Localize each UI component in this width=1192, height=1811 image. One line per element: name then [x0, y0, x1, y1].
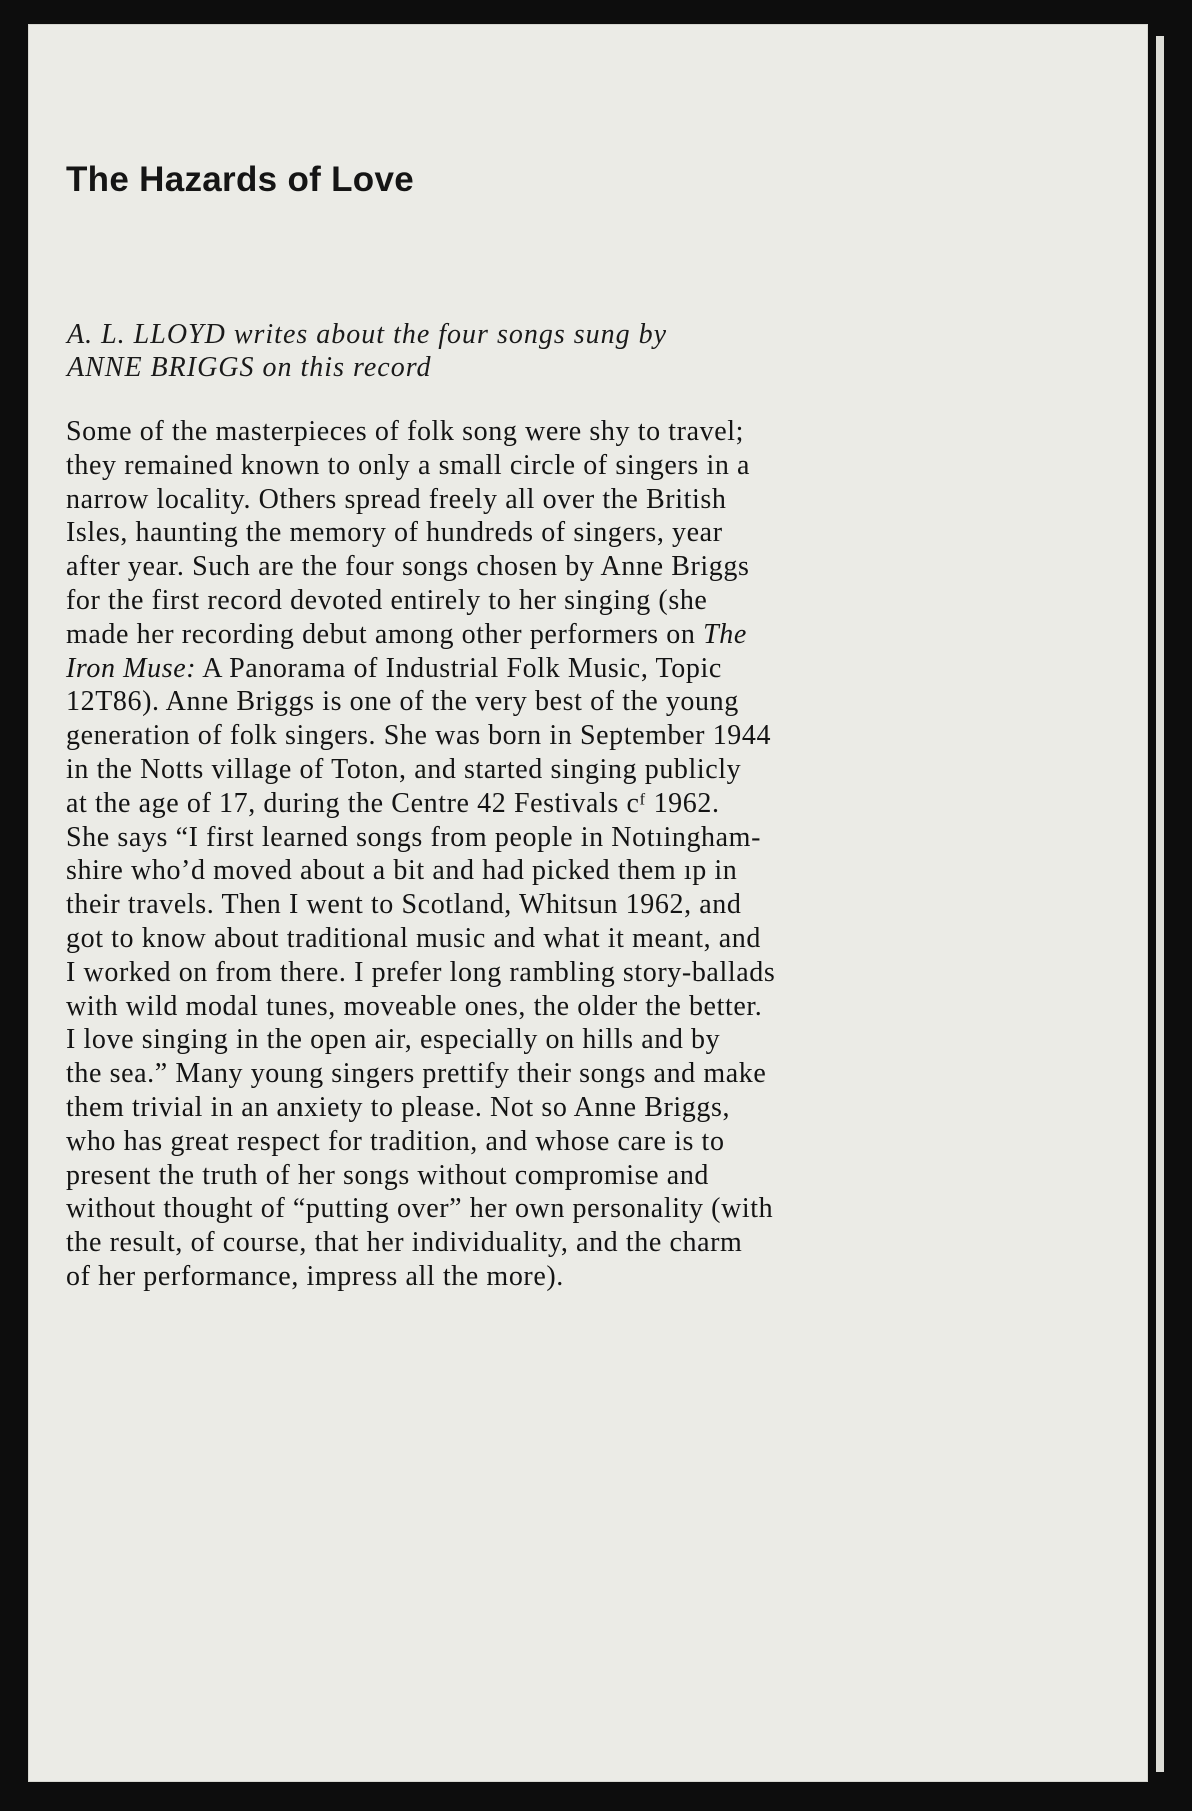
body-line: I love singing in the open air, especially on hills and by — [66, 1024, 721, 1056]
album-title-italic: The — [703, 618, 747, 650]
page-title: The Hazards of Love — [66, 160, 414, 199]
body-line: of her performance, impress all the more). — [66, 1260, 564, 1292]
body-line: at the age of 17, during the Centre 42 Festivals cᶠ 1962. — [66, 787, 720, 819]
body-line: they remained known to only a small circle of singers in a — [66, 449, 751, 481]
body-line-text: made her recording debut among other performers on — [66, 618, 696, 650]
album-title-italic: Iron Muse: — [66, 652, 197, 684]
body-line: who has great respect for tradition, and whose care is to — [66, 1125, 725, 1157]
body-line: in the Notts village of Toton, and started singing publicly — [66, 753, 742, 785]
body-line: the sea.” Many young singers prettify their songs and make — [66, 1058, 767, 1090]
body-line — [66, 618, 1006, 652]
body-line: their travels. Then I went to Scotland, Whitsun 1962, and — [66, 889, 742, 921]
byline-line: A. L. LLOYD writes about the four songs sung by — [67, 319, 668, 350]
body-line — [66, 652, 1006, 686]
body-line: after year. Such are the four songs chosen by Anne Briggs — [66, 551, 750, 583]
body-line: with wild modal tunes, moveable ones, the older the better. — [66, 990, 763, 1022]
body-line: generation of folk singers. She was born in September 1944 — [66, 720, 772, 752]
body-line-text: A Panorama of Industrial Folk Music, Topic — [202, 652, 722, 684]
body-line: She says “I first learned songs from people in Notıingham- — [66, 821, 761, 853]
body-line: shire who’d moved about a bit and had picked them ıp in — [66, 855, 738, 887]
body-line: present the truth of her songs without compromise and — [66, 1159, 710, 1191]
body-line: I worked on from there. I prefer long rambling story-ballads — [66, 956, 776, 988]
body-line: for the first record devoted entirely to her singing (she — [66, 584, 708, 616]
card-edge — [1156, 36, 1164, 1772]
body-line: without thought of “putting over” her own personality (with — [66, 1193, 774, 1225]
byline-line: ANNE BRIGGS on this record — [67, 352, 432, 383]
body-line: got to know about traditional music and what it meant, and — [66, 922, 762, 954]
body-line: them trivial in an anxiety to please. Not so Anne Briggs, — [66, 1091, 731, 1123]
body-line: the result, of course, that her individuality, and the charm — [66, 1227, 743, 1259]
body-line: Some of the masterpieces of folk song were shy to travel; — [66, 416, 745, 447]
body-line: Isles, haunting the memory of hundreds of singers, year — [66, 517, 723, 549]
body-line: 12T86). Anne Briggs is one of the very best of the young — [66, 686, 739, 718]
body-line: narrow locality. Others spread freely all over the British — [66, 483, 727, 515]
byline — [67, 318, 967, 384]
body-text — [66, 415, 1006, 1294]
